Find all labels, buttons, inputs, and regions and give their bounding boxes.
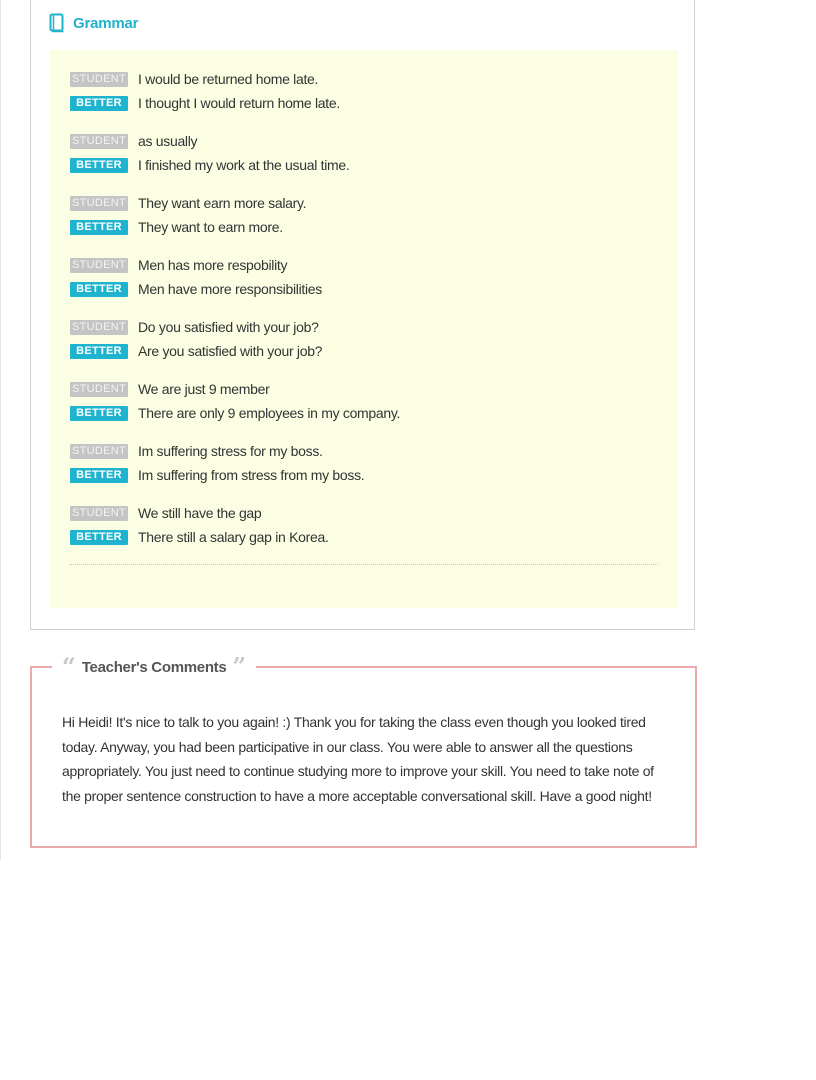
student-row: [70, 315, 660, 339]
better-badge: BETTER: [70, 344, 128, 359]
student-sentence: I would be returned home late.: [138, 71, 319, 87]
better-badge: BETTER: [70, 406, 128, 421]
better-sentence: Men have more responsibilities: [138, 281, 322, 297]
comments-body: Hi Heidi! It's nice to talk to you again! :) Thank you for taking the class even though you looked tired today. Anyway, you had been participative in our class. You were able to answer all the questions appropriately. You just need to continue studying more to improve your skill. You need to take note of the proper sentence construction to have a more acceptable conversational skill. Have a good night!: [62, 714, 654, 804]
better-badge: BETTER: [70, 158, 128, 173]
better-sentence: They want to earn more.: [138, 219, 283, 235]
better-row: [70, 339, 660, 363]
better-badge: BETTER: [70, 96, 128, 111]
correction-pair: [70, 501, 660, 563]
close-quote-icon: ”: [232, 652, 247, 681]
student-sentence: We are just 9 member: [138, 381, 270, 397]
better-sentence: Im suffering from stress from my boss.: [138, 467, 365, 483]
student-badge: STUDENT: [71, 196, 127, 209]
student-badge: STUDENT: [71, 320, 127, 333]
teacher-comments-section: [30, 652, 697, 848]
correction-pair: [70, 377, 660, 439]
comments-header: [52, 652, 256, 681]
student-row: [70, 67, 660, 91]
student-row: [70, 501, 660, 525]
student-badge: STUDENT: [71, 72, 127, 85]
student-badge: STUDENT: [71, 382, 127, 395]
student-sentence: Im suffering stress for my boss.: [138, 443, 323, 459]
correction-pair: [70, 67, 660, 129]
student-row: [70, 191, 660, 215]
better-row: [70, 153, 660, 177]
grammar-title: Grammar: [73, 14, 139, 32]
better-sentence: There are only 9 employees in my company.: [138, 405, 401, 421]
better-badge: BETTER: [70, 530, 128, 545]
student-badge: STUDENT: [71, 258, 127, 271]
grammar-header: [49, 12, 138, 34]
page-left-border: [0, 0, 1, 860]
correction-pair: [70, 191, 660, 253]
student-row: [70, 377, 660, 401]
better-row: [70, 525, 660, 549]
student-badge: STUDENT: [71, 444, 127, 457]
student-badge: STUDENT: [71, 134, 127, 147]
correction-pair: [70, 439, 660, 501]
better-badge: BETTER: [70, 468, 128, 483]
student-sentence: as usually: [138, 133, 198, 149]
book-icon: [49, 13, 65, 33]
better-row: [70, 215, 660, 239]
better-badge: BETTER: [70, 220, 128, 235]
better-sentence: Are you satisfied with your job?: [138, 343, 323, 359]
better-badge: BETTER: [70, 282, 128, 297]
grammar-corrections-panel: [50, 50, 678, 608]
correction-pair: [70, 315, 660, 377]
better-row: [70, 91, 660, 115]
correction-list: [70, 67, 660, 563]
better-row: [70, 277, 660, 301]
dotted-divider: [70, 564, 658, 565]
open-quote-icon: “: [62, 652, 76, 681]
student-sentence: Men has more respobility: [138, 257, 288, 273]
better-sentence: There still a salary gap in Korea.: [138, 529, 329, 545]
student-sentence: They want earn more salary.: [138, 195, 307, 211]
student-badge: STUDENT: [71, 506, 127, 519]
student-row: [70, 129, 660, 153]
better-row: [70, 401, 660, 425]
better-row: [70, 463, 660, 487]
student-row: [70, 253, 660, 277]
student-sentence: Do you satisfied with your job?: [138, 319, 319, 335]
grammar-section: [30, 0, 695, 630]
comments-title: Teacher's Comments: [81, 658, 227, 676]
correction-pair: [70, 253, 660, 315]
student-row: [70, 439, 660, 463]
better-sentence: I thought I would return home late.: [138, 95, 340, 111]
student-sentence: We still have the gap: [138, 505, 262, 521]
better-sentence: I finished my work at the usual time.: [138, 157, 350, 173]
correction-pair: [70, 129, 660, 191]
